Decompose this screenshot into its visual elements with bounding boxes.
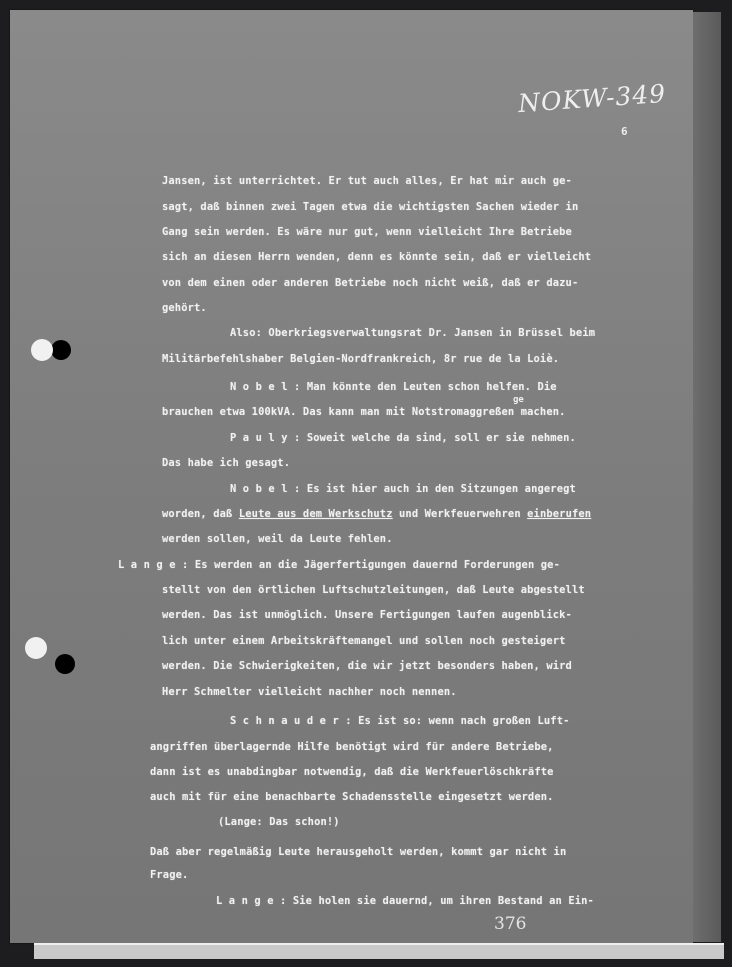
text-segment: worden, daß [162,508,233,520]
text-line-15: werden sollen, weil da Leute fehlen. [162,533,393,545]
text-line-18: werden. Das ist unmöglich. Unsere Fertigungen laufen augenblick- [162,609,572,621]
text-line-20: werden. Die Schwierigkeiten, die wir jetzt besonders haben, wird [162,660,572,672]
punch-hole-lower-reflection [25,637,47,659]
text-line-11: P a u l y : Soweit welche da sind, soll er sie nehmen. [230,432,576,444]
punch-hole-lower [55,654,75,674]
text-line-27: Daß aber regelmäßig Leute herausgeholt werden, kommt gar nicht in [150,846,567,858]
page-number: 6 [621,125,628,138]
text-line-13: N o b e l : Es ist hier auch in den Sitzungen angeregt [230,483,576,495]
text-line-19: lich unter einem Arbeitskräftemangel und sollen noch gesteigert [162,635,566,647]
underlined-phrase-werkschutz: Leute aus dem Werkschutz [238,508,393,520]
bottom-paper-strip [34,943,724,959]
text-line-28: Frage. [150,869,189,881]
text-line-26: (Lange: Das schon!) [218,816,340,828]
text-line-7: Also: Oberkriegsverwaltungsrat Dr. Jansen in Brüssel beim [230,327,596,339]
text-line-6: gehört. [162,302,207,314]
underlined-word-einberufen: einberufen [527,508,592,520]
text-line-5: von dem einen oder anderen Betriebe noch nicht weiß, daß er dazu- [162,277,579,289]
text-line-8: Militärbefehlshaber Belgien-Nordfrankreich, 8r rue de la Loiè. [162,353,560,365]
text-line-23: angriffen überlagernde Hilfe benötigt wird für andere Betriebe, [150,741,554,753]
text-line-17: stellt von den örtlichen Luftschutzleitungen, daß Leute abgestellt [162,584,585,596]
text-line-12: Das habe ich gesagt. [162,457,291,469]
document-page [10,10,693,943]
text-line-9: N o b e l : Man könnte den Leuten schon helfen. Die [230,381,557,393]
text-segment: und Werkfeuerwehren [399,508,521,520]
text-line-16: L a n g e : Es werden an die Jägerfertigungen dauernd Forderungen ge- [118,559,560,571]
text-line-22: S c h n a u d e r : Es ist so: wenn nach großen Luft- [230,715,570,727]
punch-hole-upper-reflection [31,339,53,361]
punch-hole-upper [51,340,71,360]
text-line-24: dann ist es unabdingbar notwendig, daß die Werkfeuerlöschkräfte [150,766,554,778]
archive-page-stamp: 376 [494,914,527,934]
text-line-1: Jansen, ist unterrichtet. Er tut auch alles, Er hat mir auch ge- [162,175,572,187]
text-line-2: sagt, daß binnen zwei Tagen etwa die wichtigsten Sachen wieder in [162,201,579,213]
text-line-4: sich an diesen Herrn wenden, denn es könnte sein, daß er vielleicht [162,251,592,263]
text-line-14 [162,508,591,520]
handwritten-insert: ge [513,395,524,405]
text-line-29: L a n g e : Sie holen sie dauernd, um ihren Bestand an Ein- [216,895,594,907]
text-line-3: Gang sein werden. Es wäre nur gut, wenn vielleicht Ihre Betriebe [162,226,572,238]
handwritten-document-reference: NOKW-349 [517,78,668,119]
text-line-25: auch mit für eine benachbarte Schadensstelle eingesetzt werden. [150,791,554,803]
text-line-21: Herr Schmelter vielleicht nachher noch nennen. [162,686,457,698]
page-edge-shadow [693,12,721,942]
text-line-10: brauchen etwa 100kVA. Das kann man mit Notstromaggreßen machen. [162,406,566,418]
